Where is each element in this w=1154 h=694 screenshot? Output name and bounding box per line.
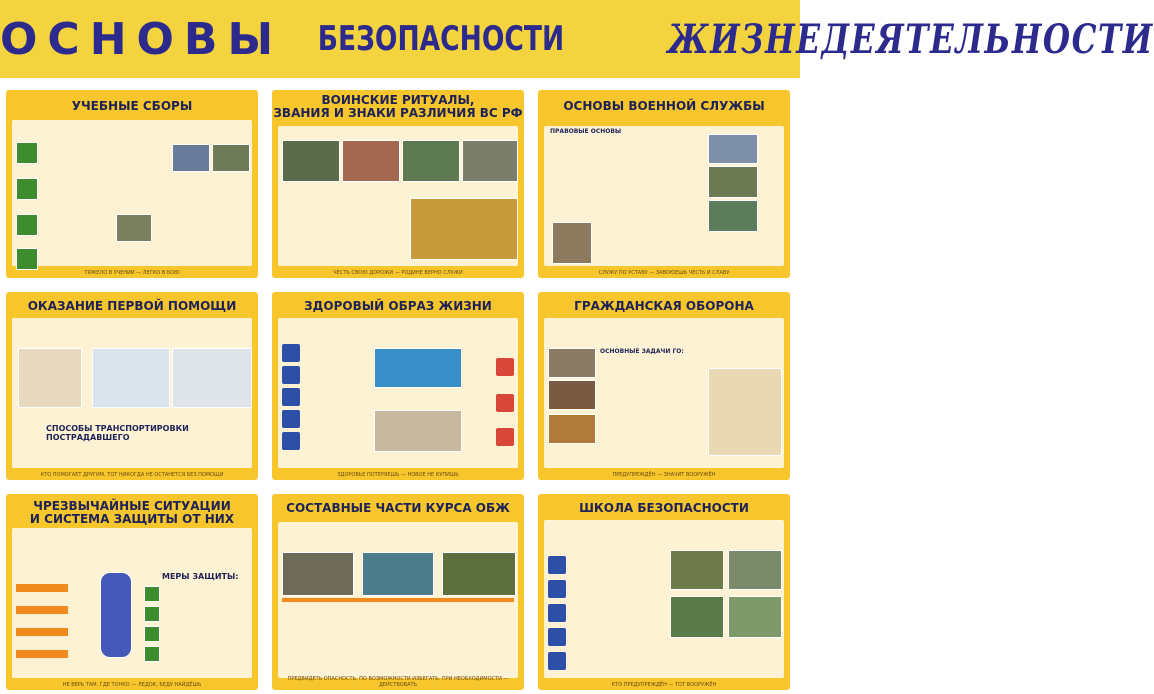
gym-icon xyxy=(282,366,300,384)
hygiene-icon xyxy=(282,388,300,406)
photo xyxy=(462,140,518,182)
hazard-technogenic xyxy=(16,606,68,614)
panel-military-service xyxy=(538,90,790,278)
compass-icon xyxy=(548,580,566,598)
hazard-ecological xyxy=(16,650,68,658)
panel-content xyxy=(544,126,784,266)
photo xyxy=(442,552,516,596)
no-smoking-icon xyxy=(496,358,514,376)
photo xyxy=(212,144,250,172)
panel-content xyxy=(12,318,252,468)
title-word-2: БЕЗОПАСНОСТИ xyxy=(317,19,565,59)
panel-title: СОСТАВНЫЕ ЧАСТИ КУРСА ОБЖ xyxy=(286,501,510,515)
section-heading: СПОСОБЫ ТРАНСПОРТИРОВКИ ПОСТРАДАВШЕГО xyxy=(46,424,189,442)
photo xyxy=(708,200,758,232)
panel-content xyxy=(12,528,252,678)
photo xyxy=(670,550,724,590)
rescue-icon xyxy=(548,628,566,646)
panel-footer: ЧЕСТЬ СВОЮ ДОРОЖИ — РОДИНЕ ВЕРНО СЛУЖИ xyxy=(333,270,463,276)
unit-icon xyxy=(16,142,38,164)
photo xyxy=(728,550,782,590)
panel-first-aid xyxy=(6,292,258,480)
tactics-icon xyxy=(16,214,38,236)
panel-footer: ЗДОРОВЬЕ ПОТЕРЯЕШЬ — НОВОЕ НЕ КУПИШЬ xyxy=(337,472,459,478)
photo xyxy=(670,596,724,638)
panel-title: ГРАЖДАНСКАЯ ОБОРОНА xyxy=(574,299,754,313)
panel-title: ШКОЛА БЕЗОПАСНОСТИ xyxy=(579,501,749,515)
hazard-natural xyxy=(16,584,68,592)
runner-icon xyxy=(16,178,38,200)
protection-icon xyxy=(144,626,160,642)
route-icon xyxy=(548,556,566,574)
photo xyxy=(282,552,354,596)
person-figure xyxy=(100,572,132,658)
wound-diagram xyxy=(92,348,170,408)
title-word-1: ОСНОВЫ xyxy=(0,13,284,65)
photo xyxy=(172,144,210,172)
panel-footer: КТО ПОМОГАЕТ ДРУГИМ, ТОТ НИКОГДА НЕ ОСТАНЕТСЯ БЕЗ ПОМОЩИ xyxy=(40,472,224,478)
protection-icon xyxy=(144,646,160,662)
photo xyxy=(548,380,596,410)
panel-training-camp xyxy=(6,90,258,278)
food-icon xyxy=(282,410,300,428)
protection-icon xyxy=(144,606,160,622)
panel-content xyxy=(278,522,518,678)
section-heading: ОСНОВНЫЕ ЗАДАЧИ ГО: xyxy=(600,348,684,355)
panel-content xyxy=(544,318,784,468)
panel-title: ОКАЗАНИЕ ПЕРВОЙ ПОМОЩИ xyxy=(27,299,237,313)
panel-course-parts xyxy=(272,494,524,690)
title-banner xyxy=(0,0,1154,78)
panel-title: ВОИНСКИЕ РИТУАЛЫ, ЗВАНИЯ И ЗНАКИ РАЗЛИЧИЯ ВС РФ xyxy=(273,93,523,120)
panel-footer: ПРЕДВИДЕТЬ ОПАСНОСТЬ, ПО ВОЗМОЖНОСТИ ИЗБЕГАТЬ, ПРИ НЕОБХОДИМОСТИ — ДЕЙСТВОВАТЬ xyxy=(287,676,509,688)
section-heading: ПРАВОВЫЕ ОСНОВЫ xyxy=(550,128,622,135)
photo xyxy=(362,552,434,596)
photo xyxy=(708,166,758,198)
panel-safety-school xyxy=(538,494,790,690)
hazard-social xyxy=(16,628,68,636)
photo xyxy=(548,414,596,444)
photo xyxy=(552,222,592,264)
page-title xyxy=(0,6,1154,72)
panel-title: ОСНОВЫ ВОЕННОЙ СЛУЖБЫ xyxy=(563,99,765,113)
photo xyxy=(548,348,596,378)
body-diagram xyxy=(18,348,82,408)
panel-footer: ТЯЖЕЛО В УЧЕНИИ — ЛЕГКО В БОЮ xyxy=(84,270,180,276)
medical-icon xyxy=(16,248,38,270)
panel-footer: ПРЕДУПРЕЖДЁН — ЗНАЧИТ ВООРУЖЁН xyxy=(612,472,716,478)
activity-icon xyxy=(282,344,300,362)
photo xyxy=(374,348,462,388)
photo xyxy=(282,140,340,182)
panel-title: ЗДОРОВЫЙ ОБРАЗ ЖИЗНИ xyxy=(304,299,492,313)
panel-military-rituals xyxy=(272,90,524,278)
panel-healthy-lifestyle xyxy=(272,292,524,480)
panel-footer: СЛУЖУ ПО УСТАВУ — ЗАВОЮЕШЬ ЧЕСТЬ И СЛАВУ xyxy=(598,270,730,276)
panel-title: ЧРЕЗВЫЧАЙНЫЕ СИТУАЦИИ И СИСТЕМА ЗАЩИТЫ ОТ НИХ xyxy=(29,499,235,526)
shelter-icon xyxy=(548,652,566,670)
panel-footer: НЕ ВЕРЬ ТАМ, ГДЕ ТОНКО — ЛЕДОК, БЕДУ НАЙДЁШЬ xyxy=(62,682,202,688)
photo xyxy=(116,214,152,242)
protection-icon xyxy=(144,586,160,602)
panel-content xyxy=(278,126,518,266)
panel-content xyxy=(12,120,252,266)
panel-title: УЧЕБНЫЕ СБОРЫ xyxy=(71,99,193,113)
divider xyxy=(282,598,514,602)
no-drugs-icon xyxy=(496,428,514,446)
panel-civil-defense xyxy=(538,292,790,480)
water-icon xyxy=(548,604,566,622)
cpr-diagram xyxy=(172,348,252,408)
panel-content xyxy=(544,520,784,678)
structure-diagram xyxy=(708,368,782,456)
photo xyxy=(374,410,462,452)
photo xyxy=(728,596,782,638)
panel-emergencies xyxy=(6,494,258,690)
panel-content xyxy=(278,318,518,468)
panel-footer: КТО ПРЕДУПРЕЖДЁН — ТОТ ВООРУЖЁН xyxy=(611,682,717,688)
photo xyxy=(342,140,400,182)
shoulder-boards xyxy=(410,198,518,260)
section-heading: МЕРЫ ЗАЩИТЫ: xyxy=(162,572,239,581)
title-word-3: ЖИЗНЕДЕЯТЕЛЬНОСТИ xyxy=(667,15,1154,63)
sleep-icon xyxy=(282,432,300,450)
no-alcohol-icon xyxy=(496,394,514,412)
photo xyxy=(402,140,460,182)
photo xyxy=(708,134,758,164)
